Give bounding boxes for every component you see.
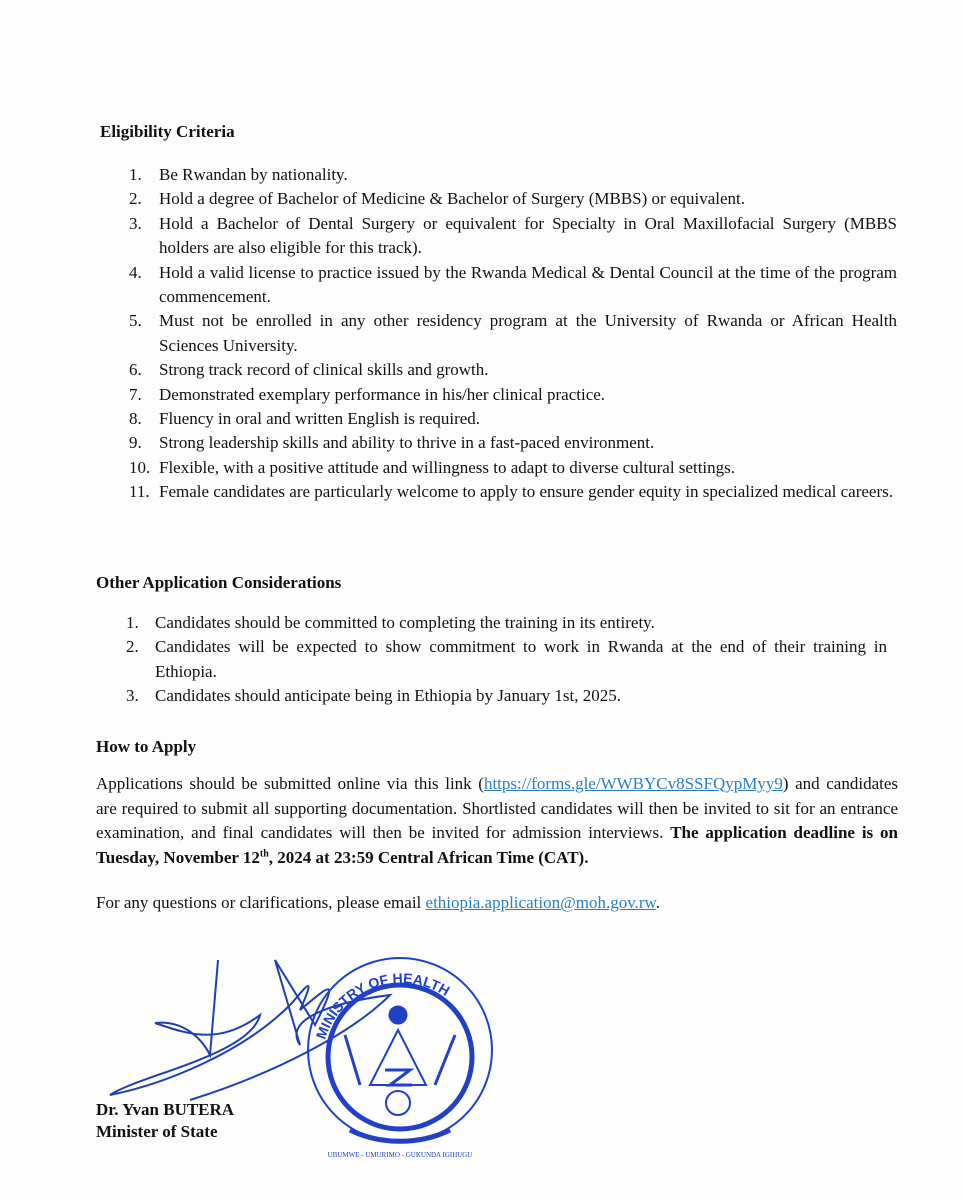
deadline-text: The application deadline is on Tuesday, November 12th, 2024 at 23:59 Central African Time (CAT). (96, 823, 898, 867)
other-heading-wrap (96, 573, 341, 593)
list-item (126, 684, 887, 708)
list-number: 4. (129, 262, 142, 282)
list-item (129, 407, 897, 431)
eligibility-list (129, 163, 897, 505)
list-number: 3. (126, 686, 139, 706)
svg-text:UBUMWE - UMURIMO - GUKUNDA IGI: UBUMWE - UMURIMO - GUKUNDA IGIHUGU (327, 1151, 473, 1159)
list-text: Female candidates are particularly welcome to apply to ensure gender equity in specialized medical careers. (159, 482, 893, 502)
list-text: Strong track record of clinical skills and growth. (159, 360, 489, 380)
list-item (129, 456, 897, 480)
list-item (129, 309, 897, 358)
svg-text:MINISTRY OF HEALTH: MINISTRY OF HEALTH (312, 969, 453, 1042)
list-text: Hold a Bachelor of Dental Surgery or equivalent for Specialty in Oral Maxillofacial Surgery (MBBS holders are also eligible for this track). (159, 213, 897, 258)
list-text: Must not be enrolled in any other residency program at the University of Rwanda or African Health Sciences University. (159, 311, 897, 355)
list-number: 11. (129, 482, 150, 502)
list-text: Strong leadership skills and ability to thrive in a fast-paced environment. (159, 433, 655, 453)
apply-text-cont: ) and candidates are required to submit all supporting documentation. Shortlisted candidates will then be invited to sit for an entrance examination, and final candidates will then be invited for admission interviews. (96, 774, 898, 842)
list-number: 6. (129, 360, 142, 380)
contact-text: For any questions or clarifications, please email (96, 893, 426, 912)
list-number: 3. (129, 213, 142, 233)
signature-icon (110, 960, 390, 1100)
list-text: Flexible, with a positive attitude and willingness to adapt to diverse cultural settings. (159, 457, 736, 477)
list-text: Candidates should anticipate being in Ethiopia by January 1st, 2025. (155, 686, 621, 706)
list-text: Hold a valid license to practice issued by the Rwanda Medical & Dental Council at the time of the program commencement. (159, 262, 897, 307)
other-considerations-list (126, 611, 887, 709)
list-item (129, 358, 897, 382)
list-item (129, 212, 897, 261)
list-item (129, 383, 897, 407)
list-item (129, 261, 897, 310)
signatory-name: Dr. Yvan BUTERA (96, 1100, 235, 1119)
contact-email-link[interactable]: ethiopia.application@moh.gov.rw (425, 893, 656, 912)
list-number: 1. (126, 613, 139, 632)
list-item (129, 163, 897, 187)
list-item (126, 611, 887, 635)
list-number: 8. (129, 409, 142, 429)
list-number: 9. (129, 433, 142, 453)
list-text: Be Rwandan by nationality. (159, 165, 348, 184)
contact-period: . (655, 893, 660, 912)
list-number: 2. (126, 637, 139, 657)
other-considerations-heading: Other Application Considerations (96, 573, 342, 592)
apply-paragraph (96, 772, 898, 870)
list-text: Fluency in oral and written English is required. (159, 409, 481, 429)
list-number: 2. (129, 189, 142, 209)
signatory-block (96, 1099, 234, 1143)
eligibility-heading: Eligibility Criteria (100, 122, 235, 141)
list-number: 5. (129, 311, 142, 331)
how-to-apply-heading: How to Apply (96, 737, 197, 756)
list-item (129, 431, 897, 455)
apply-heading-wrap (96, 737, 196, 757)
list-item (126, 635, 887, 684)
list-text: Candidates will be expected to show commitment to work in Rwanda at the end of their training in Ethiopia. (155, 637, 887, 681)
list-text: Demonstrated exemplary performance in his/her clinical practice. (159, 384, 606, 404)
contact-line (96, 891, 660, 916)
list-number: 7. (129, 384, 142, 404)
signatory-title: Minister of State (96, 1122, 218, 1141)
list-item (129, 480, 897, 504)
list-number: 1. (129, 165, 142, 184)
eligibility-heading-wrap (100, 122, 235, 142)
application-form-link[interactable]: https://forms.gle/WWBYCv8SSFQypMyy9 (483, 774, 783, 793)
list-item (129, 187, 897, 211)
ministry-of-health-stamp (308, 958, 492, 1159)
list-text: Candidates should be committed to completing the training in its entirety. (155, 613, 655, 632)
apply-text: Applications should be submitted online via this link ( (96, 774, 484, 793)
list-text: Hold a degree of Bachelor of Medicine & Bachelor of Surgery (MBBS) or equivalent. (159, 189, 746, 209)
list-number: 10. (129, 457, 151, 477)
